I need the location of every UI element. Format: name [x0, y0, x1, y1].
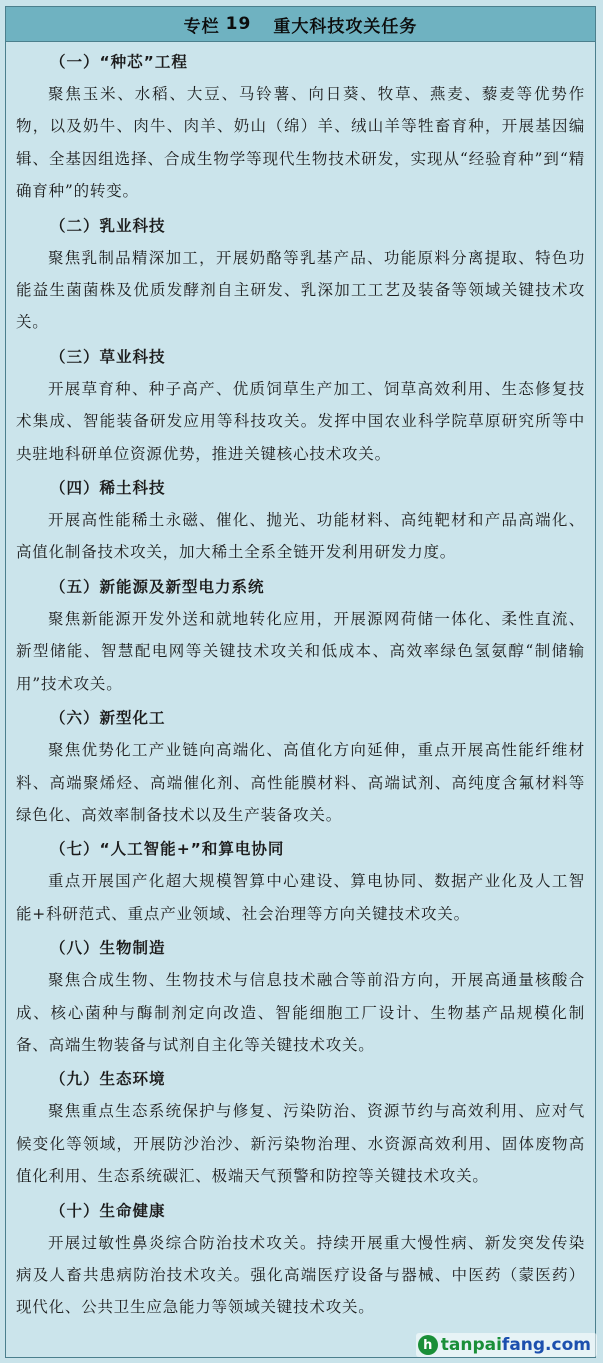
section-body: 聚焦重点生态系统保护与修复、污染防治、资源节约与高效利用、应对气候变化等领域，开展防沙治沙、新污染物治理、水资源高效利用、固体废物高值化利用、生态系统碳汇、极端天气预警和防控等关键技术攻关。: [16, 1102, 585, 1186]
watermark-prefix: tanpai: [440, 1335, 502, 1355]
section-heading: （六）新型化工: [50, 709, 166, 728]
section-body: 开展高性能稀土永磁、催化、抛光、功能材料、高纯靶材和产品高端化、高值化制备技术攻关，加大稀土全系全链开发利用研发力度。: [16, 511, 585, 562]
section-heading: （一）“种芯”工程: [50, 53, 188, 71]
section-heading: （五）新能源及新型电力系统: [50, 577, 265, 596]
section-5: [16, 571, 585, 700]
section-8: [16, 932, 585, 1061]
section-body: 开展草育种、种子高产、优质饲草生产加工、饲草高效利用、生态修复技术集成、智能装备研发应用等科技攻关。发挥中国农业科学院草原研究所等中央驻地科研单位资源优势，推进关键核心技术攻关。: [16, 379, 585, 463]
section-4: [16, 472, 585, 569]
box-title: [6, 7, 595, 42]
section-body: 开展过敏性鼻炎综合防治技术攻关。持续开展重大慢性病、新发突发传染病及人畜共患病防治技术攻关。强化高端医疗设备与器械、中医药（蒙医药）现代化、公共卫生应急能力等领域关键技术攻关。: [16, 1233, 585, 1317]
section-heading: （十）生命健康: [50, 1201, 166, 1220]
section-6: [16, 702, 585, 831]
section-10: [16, 1195, 585, 1324]
watermark-text: [441, 1335, 591, 1355]
section-1: [16, 46, 585, 208]
watermark-suffix: fang.com: [501, 1335, 591, 1355]
box-content: [6, 42, 595, 1324]
section-9: [16, 1063, 585, 1192]
section-heading: （八）生物制造: [50, 939, 166, 958]
section-3: [16, 341, 585, 470]
section-2: [16, 210, 585, 339]
section-heading: （七）“人工智能+”和算电协同: [50, 840, 285, 859]
box-title-number: 19: [225, 14, 252, 34]
watermark: [416, 1333, 597, 1357]
section-heading: （三）草业科技: [50, 347, 166, 366]
section-body: 聚焦玉米、水稻、大豆、马铃薯、向日葵、牧草、燕麦、藜麦等优势作物，以及奶牛、肉牛、肉羊、奶山（绵）羊、绒山羊等牲畜育种，开展基因编辑、全基因组选择、合成生物学等现代生物技术研发，实现从“经验育种”到“精确育种”的转变。: [16, 85, 585, 201]
section-7: [16, 833, 585, 930]
section-body: 聚焦合成生物、生物技术与信息技术融合等前沿方向，开展高通量核酸合成、核心菌种与酶制剂定向改造、智能细胞工厂设计、生物基产品规模化制备、高端生物装备与试剂自主化等关键技术攻关。: [16, 971, 585, 1054]
section-heading: （九）生态环境: [50, 1070, 166, 1089]
box-title-text: 重大科技攻关任务: [273, 16, 418, 37]
section-body: 聚焦优势化工产业链向高端化、高值化方向延伸，重点开展高性能纤维材料、高端聚烯烃、高端催化剂、高性能膜材料、高端试剂、高纯度含氟材料等绿色化、高效率制备技术以及生产装备攻关。: [16, 741, 585, 824]
feature-box: [5, 6, 596, 1358]
section-heading: （四）稀土科技: [50, 479, 166, 498]
section-body: 聚焦乳制品精深加工，开展奶酪等乳基产品、功能原料分离提取、特色功能益生菌菌株及优质发酵剂自主研发、乳深加工工艺及装备等领域关键技术攻关。: [16, 248, 585, 332]
section-body: 聚焦新能源开发外送和就地转化应用，开展源网荷储一体化、柔性直流、新型储能、智慧配电网等关键技术攻关和低成本、高效率绿色氢氨醇“制储输用”技术攻关。: [16, 609, 585, 693]
section-body: 重点开展国产化超大规模智算中心建设、算电协同、数据产业化及人工智能+科研范式、重点产业领域、社会治理等方向关键技术攻关。: [16, 872, 585, 923]
section-heading: （二）乳业科技: [50, 216, 166, 235]
watermark-logo-icon: h: [418, 1335, 438, 1355]
box-title-label: 专栏: [183, 16, 220, 37]
